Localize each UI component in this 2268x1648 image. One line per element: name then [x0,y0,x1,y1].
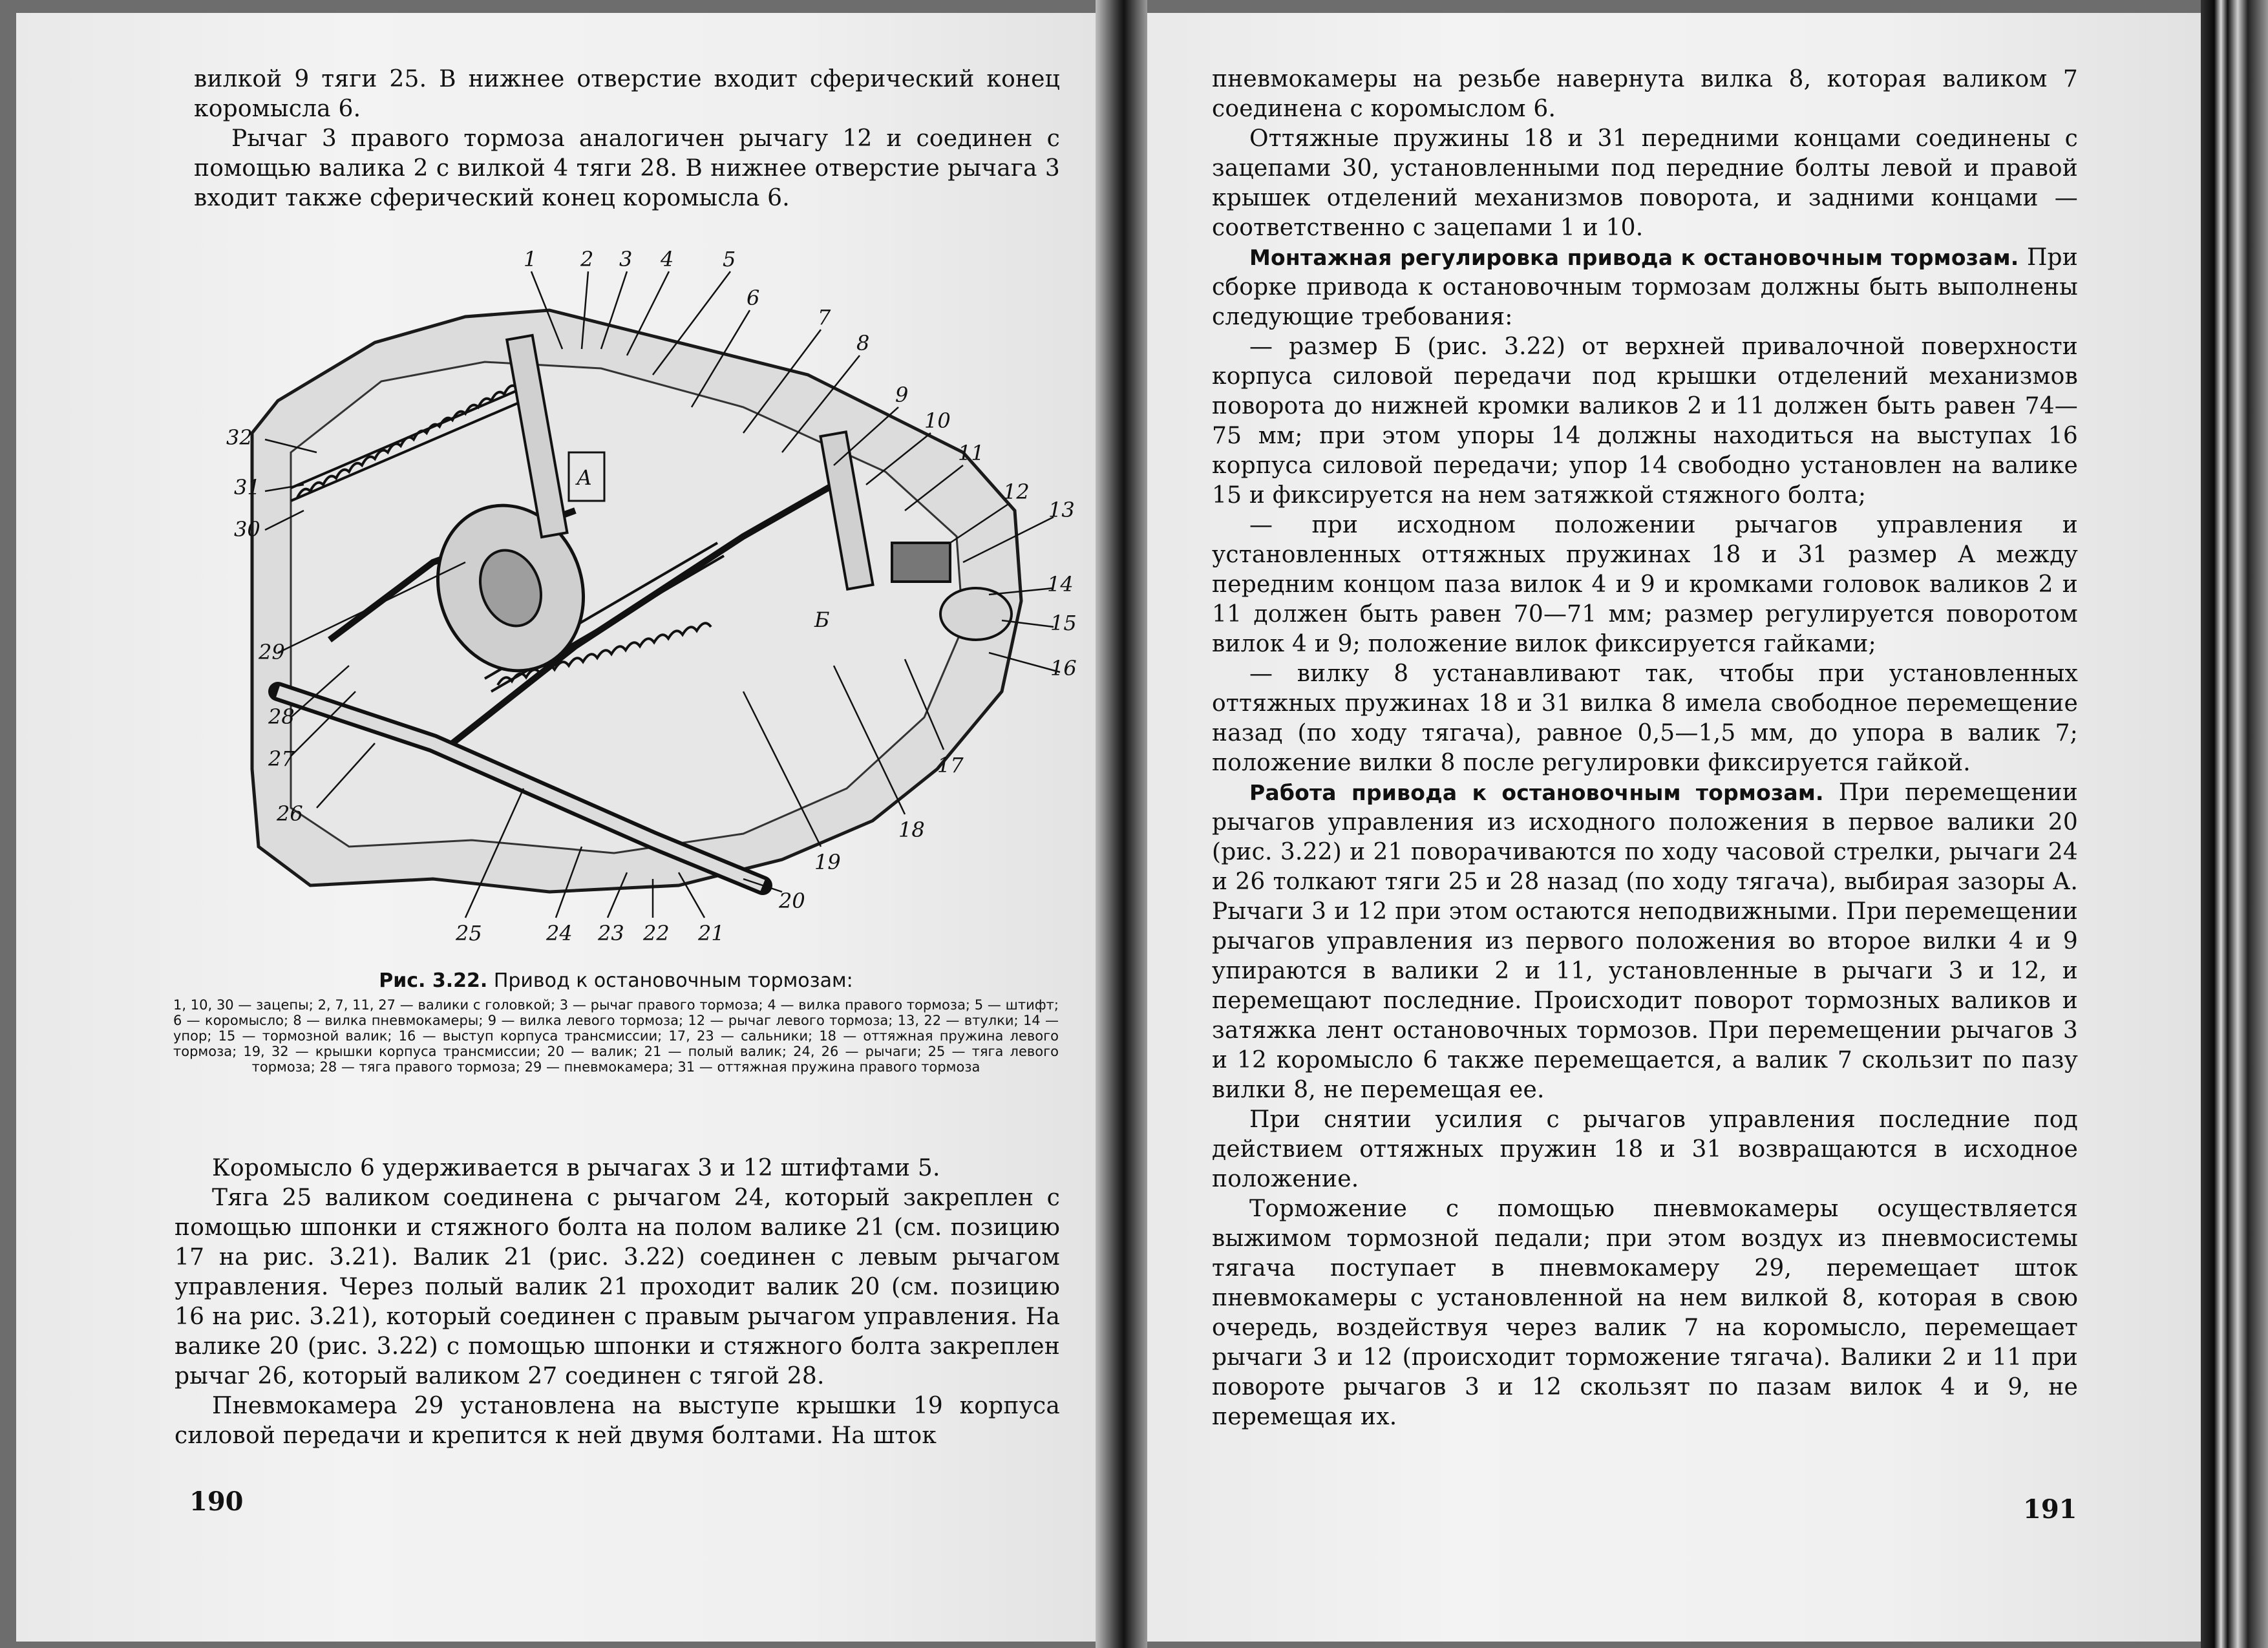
caption-text: Привод к остановочным тормозам: [487,969,853,992]
callout-13: 13 [1048,498,1075,522]
callout-17: 17 [937,753,964,777]
section-heading: Работа привода к остановочным тормозам. [1249,780,1824,805]
paragraph: Рычаг 3 правого тормоза аналогичен рычагу 12 и соединен с помощью валика 2 с вилкой 4 тяги 28. В нижнее отверстие рычага 3 входит также сферический конец коромысла 6. [194,125,1060,211]
paragraph: Торможение с помощью пневмокамеры осуществляется выжимом тормозной педали; при этом воздух из пневмосистемы тягача поступает в пневмокамеру 29, перемещает шток пневмокамеры с установленной на нем вилкой 8, которая в свою очередь, воздействуя через валик 7 на коромысло, перемещает рычаги 3 и 12 (происходит торможение тягача). Валики 2 и 11 при повороте рычагов 3 и 12 скользят по пазам вилок 4 и 9, не перемещая их. [1212,1196,2078,1430]
paragraph-text: При перемещении рычагов управления из исходного положения в первое валики 20 (рис. 3.22) и 21 поворачиваются по ходу часовой стрелки, рычаги 24 и 26 толкают тяги 25 и 28 назад (по ходу тягача), выбирая зазоры А. Рычаги 3 и 12 при этом остаются неподвижными. При перемещении рычагов управления из первого положения во второе вилки 4 и 9 упираются в валики 2 и 11, установленные в рычаги 3 и 12, и перемещают последние. Происходит поворот тормозных валиков и затяжка лент остановочных тормозов. При перемещении рычагов 3 и 12 коромысло 6 также перемещается, а валик 7 скользит по пазу вилки 8, не перемещая ее. [1212,779,2078,1103]
callout-20: 20 [779,889,805,913]
caption-title [173,969,1059,992]
paragraph-text: При сборке привода к остановочным тормозам должны быть выполнены следующие требования: [1212,244,2078,330]
right-page-text [1212,65,2078,1432]
callout-30: 30 [234,517,260,542]
callout-1: 1 [524,247,537,271]
book-gutter [1096,0,1147,1648]
callout-29: 29 [259,640,285,664]
callout-25: 25 [456,921,482,945]
paragraph: Коромысло 6 удерживается в рычагах 3 и 12 штифтами 5. [212,1155,940,1181]
paragraph: — размер Б (рис. 3.22) от верхней привалочной поверхности корпуса силовой передачи под крышки отделений механизмов поворота до нижней кромки валиков 2 и 11 должен быть равен 74—75 мм; при этом упоры 14 должны находиться на выступах 16 корпуса силовой передачи; упор 14 свободно установлен на валике 15 и фиксируется на нем затяжкой стяжного болта; [1212,333,2078,509]
figure-3-22 [162,239,1079,956]
left-bottom-text [175,1154,1060,1451]
left-top-text [194,65,1060,213]
page-number-left: 190 [189,1486,244,1517]
callout-16: 16 [1050,656,1077,681]
paragraph: — при исходном положении рычагов управления и установленных оттяжных пружинах 18 и 31 размер А между передним концом паза вилок 4 и 9 и кромками головок валиков 2 и 11 должен быть равен 70—71 мм; размер регулируется поворотом вилок 4 и 9; положение вилок фиксируется гайками; [1212,512,2078,657]
callout-27: 27 [268,746,295,771]
callout-11: 11 [958,441,984,465]
dimension-b-label: Б [814,607,830,632]
callout-18: 18 [898,818,925,842]
section-paragraph [1212,243,2078,332]
callout-32: 32 [226,425,253,450]
brake-shaft-15 [940,588,1012,640]
callout-3: 3 [619,247,633,271]
mechanism-drawing [162,239,1079,956]
paragraph: Оттяжные пружины 18 и 31 передними концами соединены с зацепами 30, установленными под передние болты левой и правой крышек отделений механизмов поворота, и задними концами — соответственно с зацепами 1 и 10. [1212,125,2078,241]
section-paragraph [1212,778,2078,1105]
callout-19: 19 [814,850,841,874]
callout-22: 22 [643,921,670,945]
callout-12: 12 [1003,480,1030,504]
paragraph: — вилку 8 устанавливают так, чтобы при установленных оттяжных пружинах 18 и 31 вилка 8 имела свободное перемещение назад (по ходу тягача), равное 0,5—1,5 мм, до упора в валик 7; положение вилки 8 после регулировки фиксируется гайкой. [1212,660,2078,776]
callout-9: 9 [895,383,909,407]
paragraph: Тяга 25 валиком соединена с рычагом 24, который закреплен с помощью шпонки и стяжного болта на полом валике 21 (см. позицию 17 на рис. 3.21). Валик 21 (рис. 3.22) соединен с левым рычагом управления. Через полый валик 21 проходит валик 20 (см. позицию 16 на рис. 3.21), который соединен с правым рычагом управления. На валике 20 (рис. 3.22) с помощью шпонки и стяжного болта закреплен рычаг 26, который валиком 27 соединен с тягой 28. [175,1185,1060,1389]
paragraph: вилкой 9 тяги 25. В нижнее отверстие входит сферический конец коромысла 6. [194,66,1060,122]
figure-caption [173,969,1059,1075]
dimension-a-label: А [577,465,593,490]
callout-24: 24 [546,921,573,945]
paragraph: Пневмокамера 29 установлена на выступе крышки 19 корпуса силовой передачи и крепится к ней двумя болтами. На шток [175,1393,1060,1449]
caption-number: Рис. 3.22. [379,969,488,992]
callout-21: 21 [698,921,725,945]
page-edges [2201,0,2268,1648]
callout-31: 31 [234,475,260,500]
paragraph: пневмокамеры на резьбе навернута вилка 8, которая валиком 7 соединена с коромыслом 6. [1212,66,2078,122]
stop-14 [892,543,950,582]
caption-legend: 1, 10, 30 — зацепы; 2, 7, 11, 27 — валики с головкой; 3 — рычаг правого тормоза; 4 — вилка правого тормоза; 5 — штифт; 6 — коромысло; 8 — вилка пневмокамеры; 9 — вилка левого тормоза; 12 — рычаг левого тормоза; 13, 22 — втулки; 14 — упор; 15 — тормозной валик; 16 — выступ корпуса трансмиссии; 17, 23 — сальники; 18 — оттяжная пружина левого тормоза; 19, 32 — крышки корпуса трансмиссии; 20 — валик; 21 — полый валик; 24, 26 — рычаги; 25 — тяга левого тормоза; 28 — тяга правого тормоза; 29 — пневмокамера; 31 — оттяжная пружина правого тормоза [173,997,1059,1075]
callout-5: 5 [723,247,736,271]
callout-4: 4 [661,247,674,271]
callout-23: 23 [598,921,624,945]
callout-26: 26 [277,801,303,826]
callout-8: 8 [856,331,870,355]
callout-14: 14 [1047,572,1074,597]
callout-15: 15 [1050,611,1077,635]
callout-2: 2 [580,247,594,271]
section-heading: Монтажная регулировка привода к остановочным тормозам. [1249,245,2019,270]
callout-7: 7 [818,305,831,330]
callout-6: 6 [747,286,760,310]
callout-28: 28 [268,704,295,729]
paragraph: При снятии усилия с рычагов управления последние под действием оттяжных пружин 18 и 31 возвращаются в исходное положение. [1212,1106,2078,1192]
page-number-right: 191 [2023,1494,2077,1525]
callout-10: 10 [924,408,951,433]
